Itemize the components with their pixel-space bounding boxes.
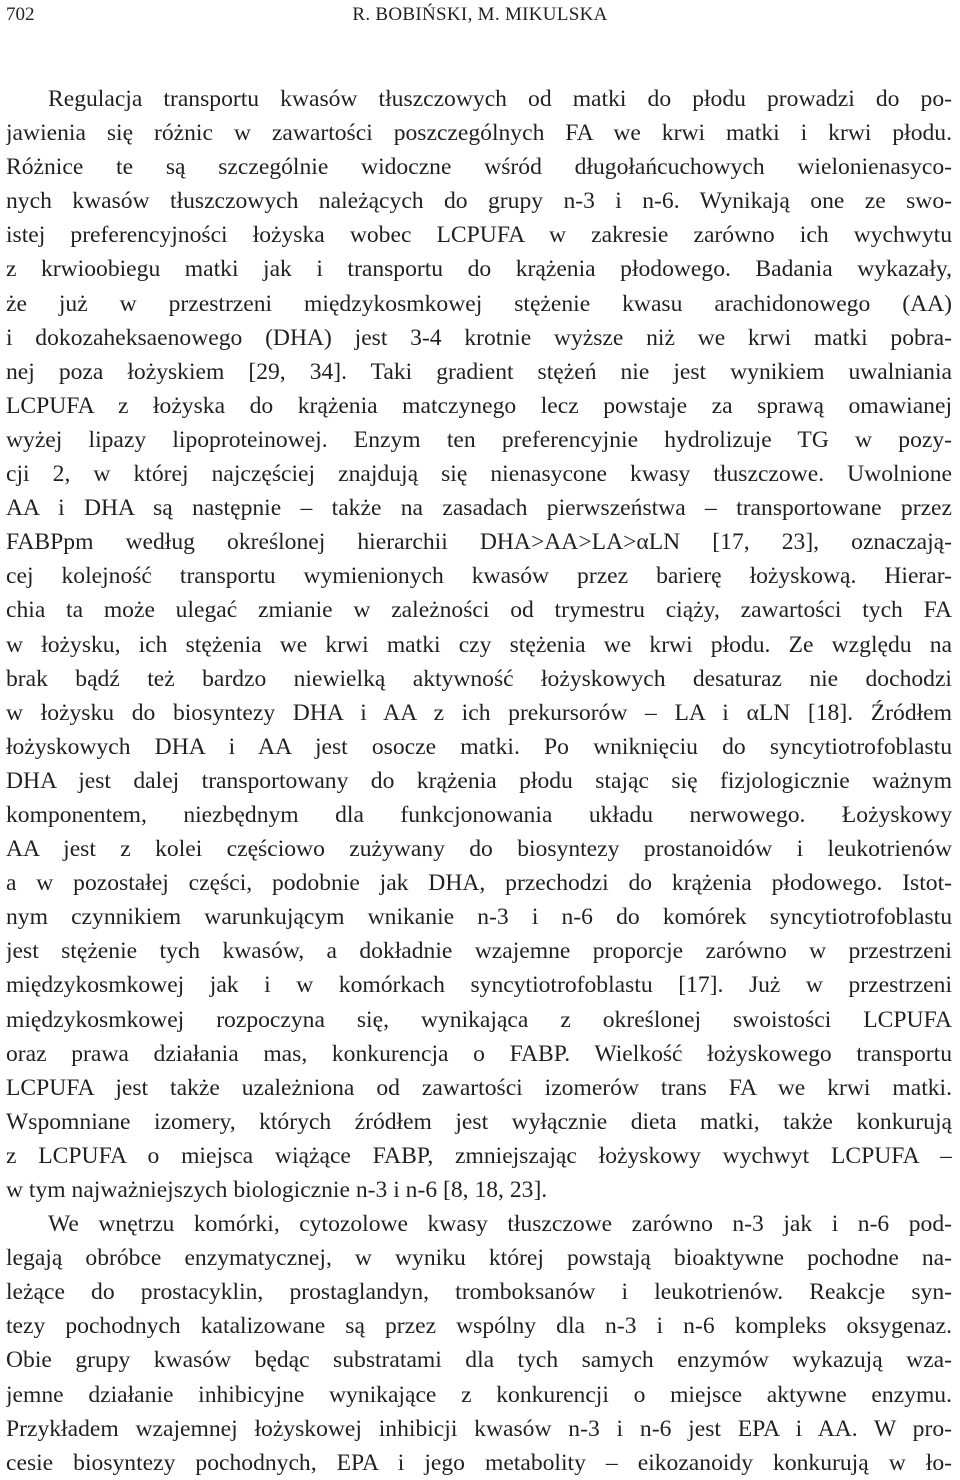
text-line: FABPpm według określonej hierarchii DHA>AA>LA>αLN [17, 23], oznaczają- [6,529,952,556]
running-head [0,4,960,32]
text-line: Przykładem wzajemnej łożyskowej inhibicji kwasów n-3 i n-6 jest EPA i AA. W pro- [6,1415,952,1442]
text-line: międzykosmkowej jak i w komórkach syncytiotrofoblastu [17]. Już w przestrzeni [6,972,952,999]
body-text [6,82,952,1480]
text-line: jest stężenie tych kwasów, a dokładnie wzajemne proporcje zarówno w przestrzeni [6,938,952,965]
text-line: AA i DHA są następnie – także na zasadach pierwszeństwa – transportowane przez [6,495,952,522]
text-line: łożyskowych DHA i AA jest osocze matki. Po wniknięciu do syncytiotrofoblastu [6,733,952,760]
text-line: legają obróbce enzymatycznej, w wyniku której powstają bioaktywne pochodne na- [6,1245,952,1272]
paragraph [6,1207,952,1480]
text-line: DHA jest dalej transportowany do krążenia płodu stając się fizjologicznie ważnym [6,767,952,794]
text-line: cej kolejność transportu wymienionych kwasów przez barierę łożyskową. Hierar- [6,563,952,590]
text-line: w tym najważniejszych biologicznie n-3 i n-6 [8, 18, 23]. [6,1177,548,1203]
text-line: i dokozaheksaenowego (DHA) jest 3-4 krotnie wyższe niż we krwi matki pobra- [6,324,952,351]
text-line: w łożysku, ich stężenia we krwi matki czy stężenia we krwi płodu. Ze względu na [6,631,952,658]
running-head-authors: R. BOBIŃSKI, M. MIKULSKA [352,4,608,25]
text-line: jemne działanie inhibicyjne wynikające z konkurencji o miejsce aktywne enzymu. [6,1381,952,1408]
text-line: nej poza łożyskiem [29, 34]. Taki gradient stężeń nie jest wynikiem uwalniania [6,358,952,385]
text-line: jawienia się różnic w zawartości poszczególnych FA we krwi matki i krwi płodu. [6,120,952,147]
text-line: cesie biosyntezy pochodnych, EPA i jego metabolity – eikozanoidy konkurują w ło- [6,1449,952,1476]
text-line: że już w przestrzeni międzykosmkowej stężenie kwasu arachidonowego (AA) [6,290,952,317]
text-line: międzykosmkowej rozpoczyna się, wynikająca z określonej swoistości LCPUFA [6,1006,952,1033]
text-line: nym czynnikiem warunkującym wnikanie n-3 i n-6 do komórek syncytiotrofoblastu [6,904,952,931]
text-line: brak bądź też bardzo niewielką aktywność łożyskowych desaturaz nie dochodzi [6,665,952,692]
text-line: Regulacja transportu kwasów tłuszczowych od matki do płodu prowadzi do po- [48,86,952,112]
text-line: z krwioobiegu matki jak i transportu do krążenia płodowego. Badania wykazały, [6,256,952,283]
text-line: AA jest z kolei częściowo zużywany do biosyntezy prostanoidów i leukotrienów [6,836,952,863]
text-line: w łożysku do biosyntezy DHA i AA z ich prekursorów – LA i αLN [18]. Źródłem [6,699,952,726]
text-line: chia ta może ulegać zmianie w zależności od trymestru ciąży, zawartości tych FA [6,597,952,624]
text-line: We wnętrzu komórki, cytozolowe kwasy tłuszczowe zarówno n-3 jak i n-6 pod- [48,1211,952,1238]
text-line: a w pozostałej części, podobnie jak DHA, przechodzi do krążenia płodowego. Istot- [6,870,952,897]
text-line: oraz prawa działania mas, konkurencja o FABP. Wielkość łożyskowego transportu [6,1040,952,1067]
text-line: Różnice te są szczególnie widoczne wśród długołańcuchowych wielonienasyco- [6,154,952,181]
paragraph [6,82,952,1207]
text-line: wyżej lipazy lipoproteinowej. Enzym ten preferencyjnie hydrolizuje TG w pozy- [6,426,952,453]
text-line: istej preferencyjności łożyska wobec LCPUFA w zakresie zarówno ich wychwytu [6,222,952,249]
text-line: Obie grupy kwasów będąc substratami dla tych samych enzymów wykazują wza- [6,1347,952,1374]
page-number: 702 [6,4,35,25]
text-line: tezy pochodnych katalizowane są przez wspólny dla n-3 i n-6 kompleks oksygenaz. [6,1313,952,1340]
text-line: LCPUFA z łożyska do krążenia matczynego lecz powstaje za sprawą omawianej [6,392,952,419]
text-line: Wspomniane izomery, których źródłem jest wyłącznie dieta matki, także konkurują [6,1108,952,1135]
text-line: cji 2, w której najczęściej znajdują się nienasycone kwasy tłuszczowe. Uwolnione [6,461,952,488]
text-line: komponentem, niezbędnym dla funkcjonowania układu nerwowego. Łożyskowy [6,801,952,828]
text-line: LCPUFA jest także uzależniona od zawartości izomerów trans FA we krwi matki. [6,1074,952,1101]
text-line: z LCPUFA o miejsca wiążące FABP, zmniejszając łożyskowy wychwyt LCPUFA – [6,1142,952,1169]
text-line: leżące do prostacyklin, prostaglandyn, tromboksanów i leukotrienów. Reakcje syn- [6,1279,952,1306]
text-line: nych kwasów tłuszczowych należących do grupy n-3 i n-6. Wynikają one ze swo- [6,188,952,215]
